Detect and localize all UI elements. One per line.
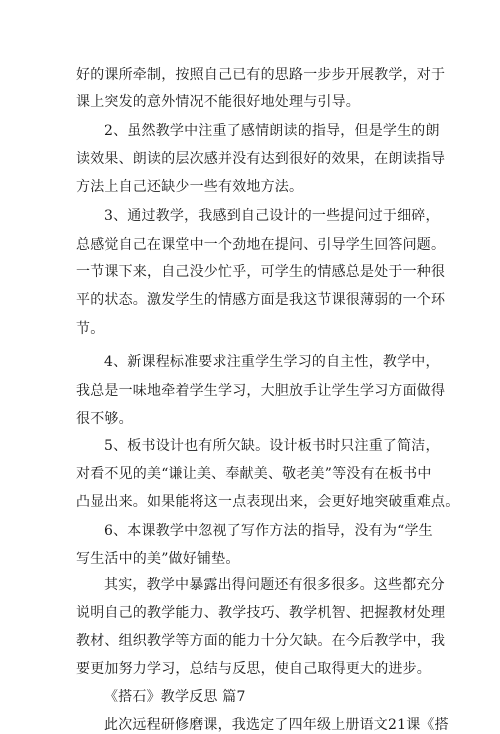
paragraph-line: 3、通过教学，我感到自己设计的一些提问过于细碎， <box>104 208 440 224</box>
paragraph-line: 课上突发的意外情况不能很好地处理与引导。 <box>76 94 360 110</box>
paragraph-line: 2、虽然教学中注重了感情朗读的指导，但是学生的朗 <box>104 123 440 139</box>
paragraph-line: 平的状态。激发学生的情感方面是我这节课很薄弱的一个环 <box>76 292 446 308</box>
paragraph-line: 教材、组织教学等方面的能力十分欠缺。在今后教学中，我 <box>76 633 446 649</box>
paragraph-line: 方法上自己还缺少一些有效地方法。 <box>76 179 304 195</box>
paragraph-line: 好的课所牵制，按照自己已有的思路一步步开展教学，对于 <box>76 67 446 83</box>
paragraph-line: 其实，教学中暴露出得问题还有很多很多。这些都充分 <box>104 577 445 593</box>
paragraph-line: 对看不见的美“谦让美、奉献美、敬老美”等没有在板书中 <box>76 466 432 482</box>
paragraph-line: 总感觉自己在课堂中一个劲地在提问、引导学生回答问题。 <box>76 237 446 253</box>
paragraph-line: 5、板书设计也有所欠缺。设计板书时只注重了简洁， <box>104 438 440 454</box>
paragraph-line: 节。 <box>76 321 105 337</box>
paragraph-line: 凸显出来。如果能将这一点表现出来，会更好地突破重难点。 <box>76 494 460 510</box>
paragraph-line: 4、新课程标准要求注重学生学习的自主性，教学中， <box>104 354 440 370</box>
paragraph-line: 此次远程研修磨课，我选定了四年级上册语文21课《搭 <box>104 717 449 733</box>
paragraph-line: 要更加努力学习，总结与反思，使自己取得更大的进步。 <box>76 661 431 677</box>
paragraph-line: 读效果、朗读的层次感并没有达到很好的效果，在朗读指导 <box>76 151 446 167</box>
paragraph-line: 说明自己的教学能力、教学技巧、教学机智、把握教材处理 <box>76 605 446 621</box>
paragraph-line: 写生活中的美”做好铺垫。 <box>76 551 240 567</box>
paragraph-line: 很不够。 <box>76 411 133 427</box>
paragraph-line: 一节课下来，自己没少忙乎，可学生的情感总是处于一种很 <box>76 264 446 280</box>
paragraph-line: 6、本课教学中忽视了写作方法的指导，没有为“学生 <box>104 523 433 539</box>
section-heading: 《搭石》教学反思 篇7 <box>104 689 246 705</box>
paragraph-line: 我总是一味地牵着学生学习，大胆放手让学生学习方面做得 <box>76 383 446 399</box>
